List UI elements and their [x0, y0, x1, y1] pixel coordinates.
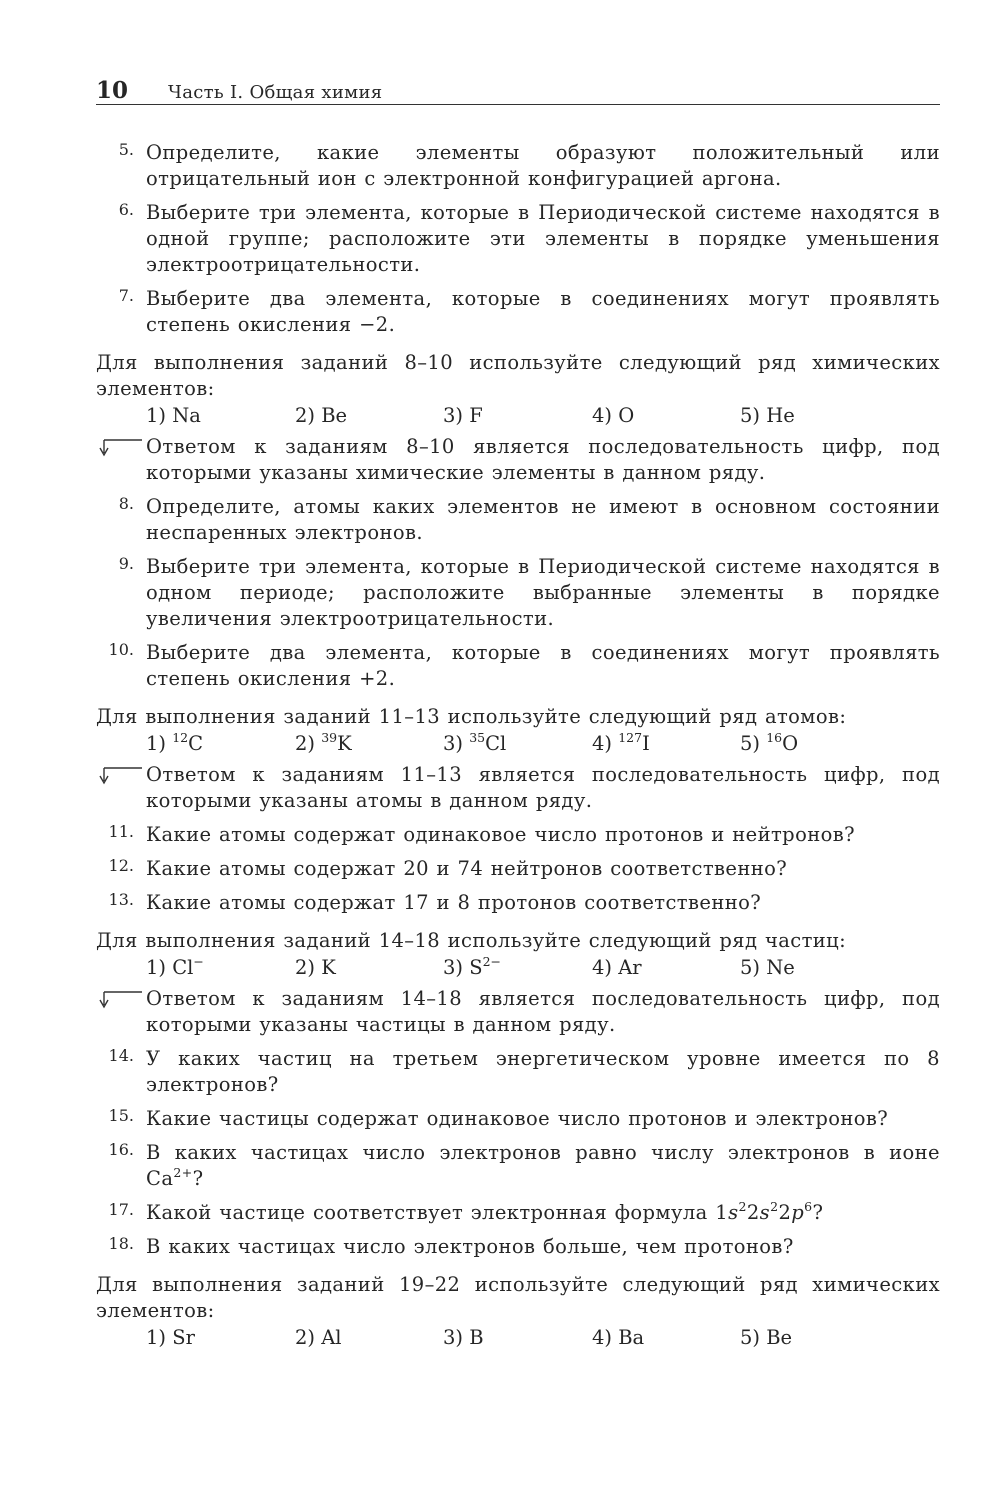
- mass-number: 16: [766, 730, 783, 745]
- option-item: [740, 730, 798, 758]
- option-number: 1): [146, 732, 167, 755]
- page-number: 10: [96, 77, 129, 104]
- mass-number: 39: [321, 730, 338, 745]
- task-text: Выберите три элемента, которые в Периодической системе находятся в одной группе; расположите эти элементы в порядке уменьшения электроотрицательности.: [146, 201, 940, 276]
- option-item: 3) F: [443, 404, 483, 427]
- formula-part: s: [759, 1201, 771, 1224]
- particle-symbol: K: [321, 956, 336, 979]
- formula-part: p: [791, 1201, 805, 1224]
- option-item: 1) Sr: [146, 1326, 195, 1349]
- task-number: 16.: [108, 1140, 134, 1159]
- task-7: [96, 286, 940, 338]
- particle-options-14-18: [96, 954, 940, 982]
- option-number: 2): [295, 956, 316, 979]
- option-item: [740, 954, 795, 982]
- task-text-main: В каких частицах число электронов равно числу электронов в ионе: [146, 1141, 940, 1164]
- task-text: Какие атомы содержат 17 и 8 протонов соответственно?: [146, 891, 762, 914]
- option-number: 5): [740, 956, 761, 979]
- ion-symbol: Ca: [146, 1167, 174, 1190]
- electron-formula: [715, 1201, 812, 1224]
- question-mark: ?: [192, 1167, 204, 1190]
- option-number: 4): [592, 956, 613, 979]
- task-text: В каких частицах число электронов больше, чем протонов?: [146, 1235, 794, 1258]
- task-number: 9.: [118, 554, 134, 573]
- ion-charge: 2+: [173, 1165, 193, 1180]
- option-item: 5) He: [740, 404, 795, 427]
- task-number: 7.: [118, 286, 134, 305]
- formula-part: 2: [738, 1199, 747, 1214]
- option-number: 5): [740, 732, 761, 755]
- task-text: У каких частиц на третьем энергетическом уровне имеется по 8 электронов?: [146, 1047, 940, 1096]
- option-item: [146, 954, 204, 982]
- task-text: Выберите два элемента, которые в соединениях могут проявлять степень окисления −2.: [146, 287, 940, 336]
- group-8-10-lead: Для выполнения заданий 8–10 используйте следующий ряд химических элементов:: [96, 351, 940, 400]
- task-number: 11.: [108, 822, 134, 841]
- task-14: [96, 1046, 940, 1098]
- task-11: [96, 822, 940, 848]
- note-text: Ответом к заданиям 11–13 является последовательность цифр, под которыми указаны атомы в данном ряду.: [146, 763, 940, 812]
- task-text: Выберите три элемента, которые в Периодической системе находятся в одном периоде; расположите выбранные элементы в порядке увеличения электроотрицательности.: [146, 555, 940, 630]
- answer-note-8-10: [96, 434, 940, 486]
- task-number: 6.: [118, 200, 134, 219]
- ion-charge: 2−: [482, 954, 502, 969]
- task-number: 8.: [118, 494, 134, 513]
- task-text: Определите, какие элементы образуют положительный или отрицательный ион с электронной конфигурацией аргона.: [146, 141, 940, 190]
- task-number: 13.: [108, 890, 134, 909]
- task-12: [96, 856, 940, 882]
- particle-symbol: Ar: [618, 956, 642, 979]
- option-item: 1) Na: [146, 404, 201, 427]
- answer-note-icon: [98, 437, 144, 457]
- element-symbol: C: [188, 732, 204, 755]
- option-item: [443, 730, 506, 758]
- task-text: [146, 1140, 940, 1192]
- option-item: 2) Al: [295, 1326, 342, 1349]
- header-rule: [96, 104, 940, 105]
- option-item: [592, 954, 642, 982]
- element-options-19-22: [96, 1324, 940, 1352]
- option-number: 4): [592, 732, 613, 755]
- formula-part: 1: [715, 1201, 729, 1224]
- task-8: [96, 494, 940, 546]
- group-11-13-lead: Для выполнения заданий 11–13 используйте следующий ряд атомов:: [96, 705, 847, 728]
- task-10: [96, 640, 940, 692]
- formula-part: 2: [778, 1201, 792, 1224]
- group-19-22-lead: Для выполнения заданий 19–22 используйте следующий ряд химических элементов:: [96, 1273, 940, 1322]
- task-5: [96, 140, 940, 192]
- task-number: 10.: [108, 640, 134, 659]
- option-number: 2): [295, 732, 316, 755]
- question-mark: ?: [812, 1201, 824, 1224]
- particle-symbol: S: [469, 956, 483, 979]
- task-text: Какие атомы содержат 20 и 74 нейтронов соответственно?: [146, 857, 788, 880]
- task-number: 15.: [108, 1106, 134, 1125]
- task-9: [96, 554, 940, 632]
- task-18: [96, 1234, 940, 1260]
- option-item: [295, 730, 352, 758]
- option-item: 4) Ba: [592, 1326, 645, 1349]
- option-item: 5) Be: [740, 1326, 793, 1349]
- task-number: 17.: [108, 1200, 134, 1219]
- task-17: [96, 1200, 940, 1226]
- group-14-18-lead: Для выполнения заданий 14–18 используйте следующий ряд частиц:: [96, 929, 847, 952]
- task-text: Какие атомы содержат одинаковое число протонов и нейтронов?: [146, 823, 855, 846]
- task-13: [96, 890, 940, 916]
- task-number: 12.: [108, 856, 134, 875]
- element-symbol: O: [782, 732, 799, 755]
- page-content: [96, 140, 940, 1356]
- mass-number: 127: [618, 730, 643, 745]
- ion-charge: −: [193, 954, 204, 969]
- mass-number: 35: [469, 730, 486, 745]
- task-text: Какие частицы содержат одинаковое число протонов и электронов?: [146, 1107, 889, 1130]
- answer-note-11-13: [96, 762, 940, 814]
- answer-note-14-18: [96, 986, 940, 1038]
- element-symbol: Cl: [485, 732, 507, 755]
- task-number: 18.: [108, 1234, 134, 1253]
- particle-symbol: Cl: [172, 956, 194, 979]
- option-item: [295, 954, 336, 982]
- element-symbol: I: [642, 732, 650, 755]
- option-item: [443, 954, 501, 982]
- formula-part: 2: [746, 1201, 760, 1224]
- task-text: Выберите два элемента, которые в соединениях могут проявлять степень окисления +2.: [146, 641, 940, 690]
- formula-part: s: [728, 1201, 739, 1224]
- task-text-main: Какой частице соответствует электронная формула: [146, 1201, 708, 1224]
- option-item: 4) O: [592, 404, 635, 427]
- task-16: [96, 1140, 940, 1192]
- note-text: Ответом к заданиям 14–18 является последовательность цифр, под которыми указаны частицы в данном ряду.: [146, 987, 940, 1036]
- task-number: 5.: [118, 140, 134, 159]
- task-number: 14.: [108, 1046, 134, 1065]
- section-title: Часть I. Общая химия: [168, 82, 383, 103]
- option-number: 1): [146, 956, 167, 979]
- formula-part: 2: [770, 1199, 779, 1214]
- atom-options-11-13: [96, 730, 940, 758]
- task-text: [146, 1200, 940, 1226]
- option-item: 3) B: [443, 1326, 484, 1349]
- task-6: [96, 200, 940, 278]
- option-number: 3): [443, 956, 464, 979]
- task-text: Определите, атомы каких элементов не имеют в основном состоянии неспаренных электронов.: [146, 495, 940, 544]
- mass-number: 12: [172, 730, 189, 745]
- option-number: 3): [443, 732, 464, 755]
- task-15: [96, 1106, 940, 1132]
- note-text: Ответом к заданиям 8–10 является последовательность цифр, под которыми указаны химические элементы в данном ряду.: [146, 435, 940, 484]
- option-item: 2) Be: [295, 404, 348, 427]
- answer-note-icon: [98, 765, 144, 785]
- element-options-8-10: [96, 402, 940, 430]
- running-header: [96, 78, 940, 104]
- answer-note-icon: [98, 989, 144, 1009]
- option-item: [146, 730, 203, 758]
- particle-symbol: Ne: [766, 956, 795, 979]
- formula-part: 6: [804, 1199, 813, 1214]
- element-symbol: K: [337, 732, 352, 755]
- option-item: [592, 730, 650, 758]
